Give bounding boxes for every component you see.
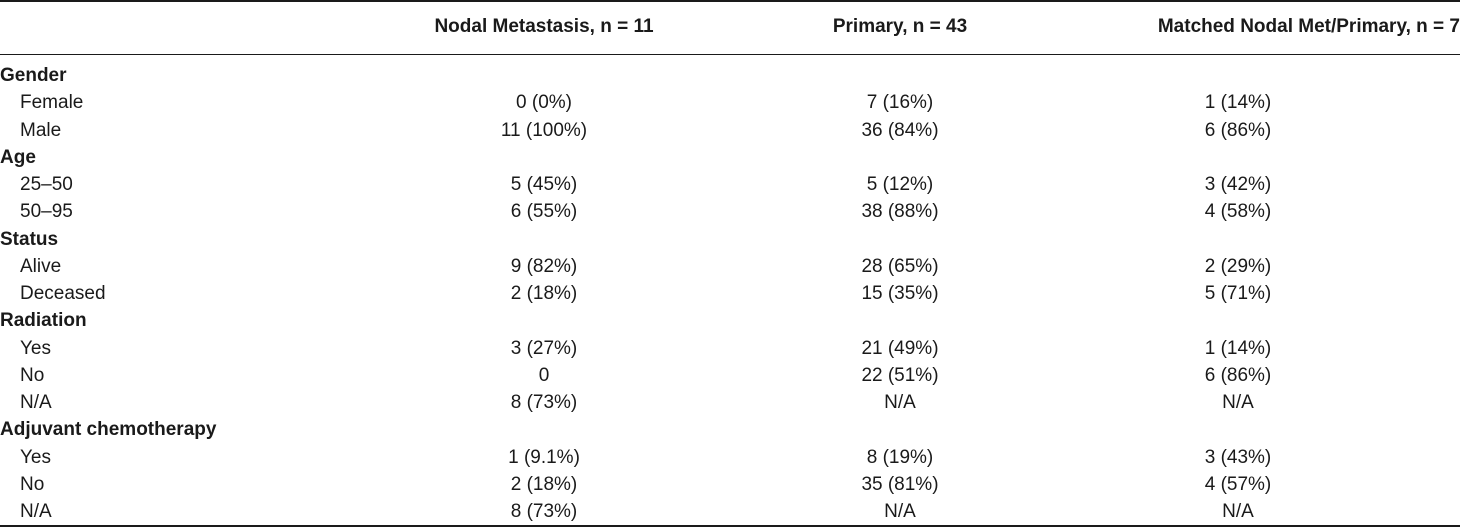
table-row [0,117,1460,144]
table-header-rule [0,54,1460,55]
row-label: Alive [20,255,62,277]
primary-value: 28 (65%) [861,255,939,277]
group-header-row [0,226,1460,253]
primary-value: 36 (84%) [861,119,939,141]
row-label: N/A [20,392,52,413]
nodal-metastasis-value: 2 (18%) [510,473,578,495]
group-label: Status [0,228,59,250]
row-label: Deceased [20,283,106,304]
matched-value: N/A [1222,501,1254,522]
nodal-metastasis-value: 0 (0%) [516,92,572,114]
matched-value: 6 (86%) [1204,119,1272,141]
table-row [0,471,1460,498]
matched-value: 5 (71%) [1204,283,1272,304]
matched-value: 2 (29%) [1204,255,1272,277]
group-header-row [0,144,1460,171]
table-top-rule [0,0,1460,2]
header-nodal-metastasis: Nodal Metastasis, n = 11 [434,16,654,37]
matched-value: N/A [1222,392,1254,413]
primary-value: N/A [884,392,916,413]
nodal-metastasis-value: 2 (18%) [510,283,578,304]
table-row [0,444,1460,471]
row-label: No [20,473,45,495]
row-label: 25–50 [20,174,73,195]
table-row [0,171,1460,198]
group-header-row [0,62,1460,89]
header-primary: Primary, n = 43 [832,16,968,37]
nodal-metastasis-value: 8 (73%) [510,501,578,522]
table-header-row [0,13,1460,41]
nodal-metastasis-value: 0 [538,364,550,386]
matched-value: 3 (43%) [1204,446,1272,468]
nodal-metastasis-value: 6 (55%) [510,201,578,223]
row-label: Male [20,119,62,141]
header-matched-nodal-met-primary: Matched Nodal Met/Primary, n = 7 [1157,16,1460,37]
group-header-row [0,416,1460,443]
matched-value: 1 (14%) [1204,337,1272,359]
matched-value: 4 (58%) [1204,201,1272,223]
nodal-metastasis-value: 8 (73%) [510,392,578,413]
row-label: Yes [20,446,51,468]
primary-value: 15 (35%) [861,283,939,304]
nodal-metastasis-value: 3 (27%) [510,337,578,359]
group-header-row [0,307,1460,334]
nodal-metastasis-value: 1 (9.1%) [508,446,580,468]
nodal-metastasis-value: 11 (100%) [500,119,588,141]
table-row [0,335,1460,362]
group-label: Radiation [0,310,87,332]
primary-value: 21 (49%) [861,337,939,359]
primary-value: N/A [884,501,916,522]
primary-value: 7 (16%) [866,92,934,114]
primary-value: 8 (19%) [866,446,934,468]
row-label: Yes [20,337,51,359]
primary-value: 38 (88%) [861,201,939,223]
row-label: 50–95 [20,201,73,223]
matched-value: 6 (86%) [1204,364,1272,386]
table-row [0,498,1460,525]
nodal-metastasis-value: 9 (82%) [510,255,578,277]
primary-value: 35 (81%) [861,473,939,495]
group-label: Gender [0,65,67,86]
matched-value: 4 (57%) [1204,473,1272,495]
row-label: Female [20,92,84,114]
row-label: N/A [20,501,52,522]
primary-value: 22 (51%) [861,364,939,386]
row-label: No [20,364,45,386]
table-row [0,280,1460,307]
nodal-metastasis-value: 5 (45%) [510,174,578,195]
primary-value: 5 (12%) [866,174,934,195]
table-row [0,198,1460,225]
table-row [0,89,1460,116]
table-row [0,253,1460,280]
group-label: Age [0,146,36,168]
matched-value: 3 (42%) [1204,174,1272,195]
table-row [0,389,1460,416]
group-label: Adjuvant chemotherapy [0,419,217,441]
matched-value: 1 (14%) [1204,92,1272,114]
table-row [0,362,1460,389]
